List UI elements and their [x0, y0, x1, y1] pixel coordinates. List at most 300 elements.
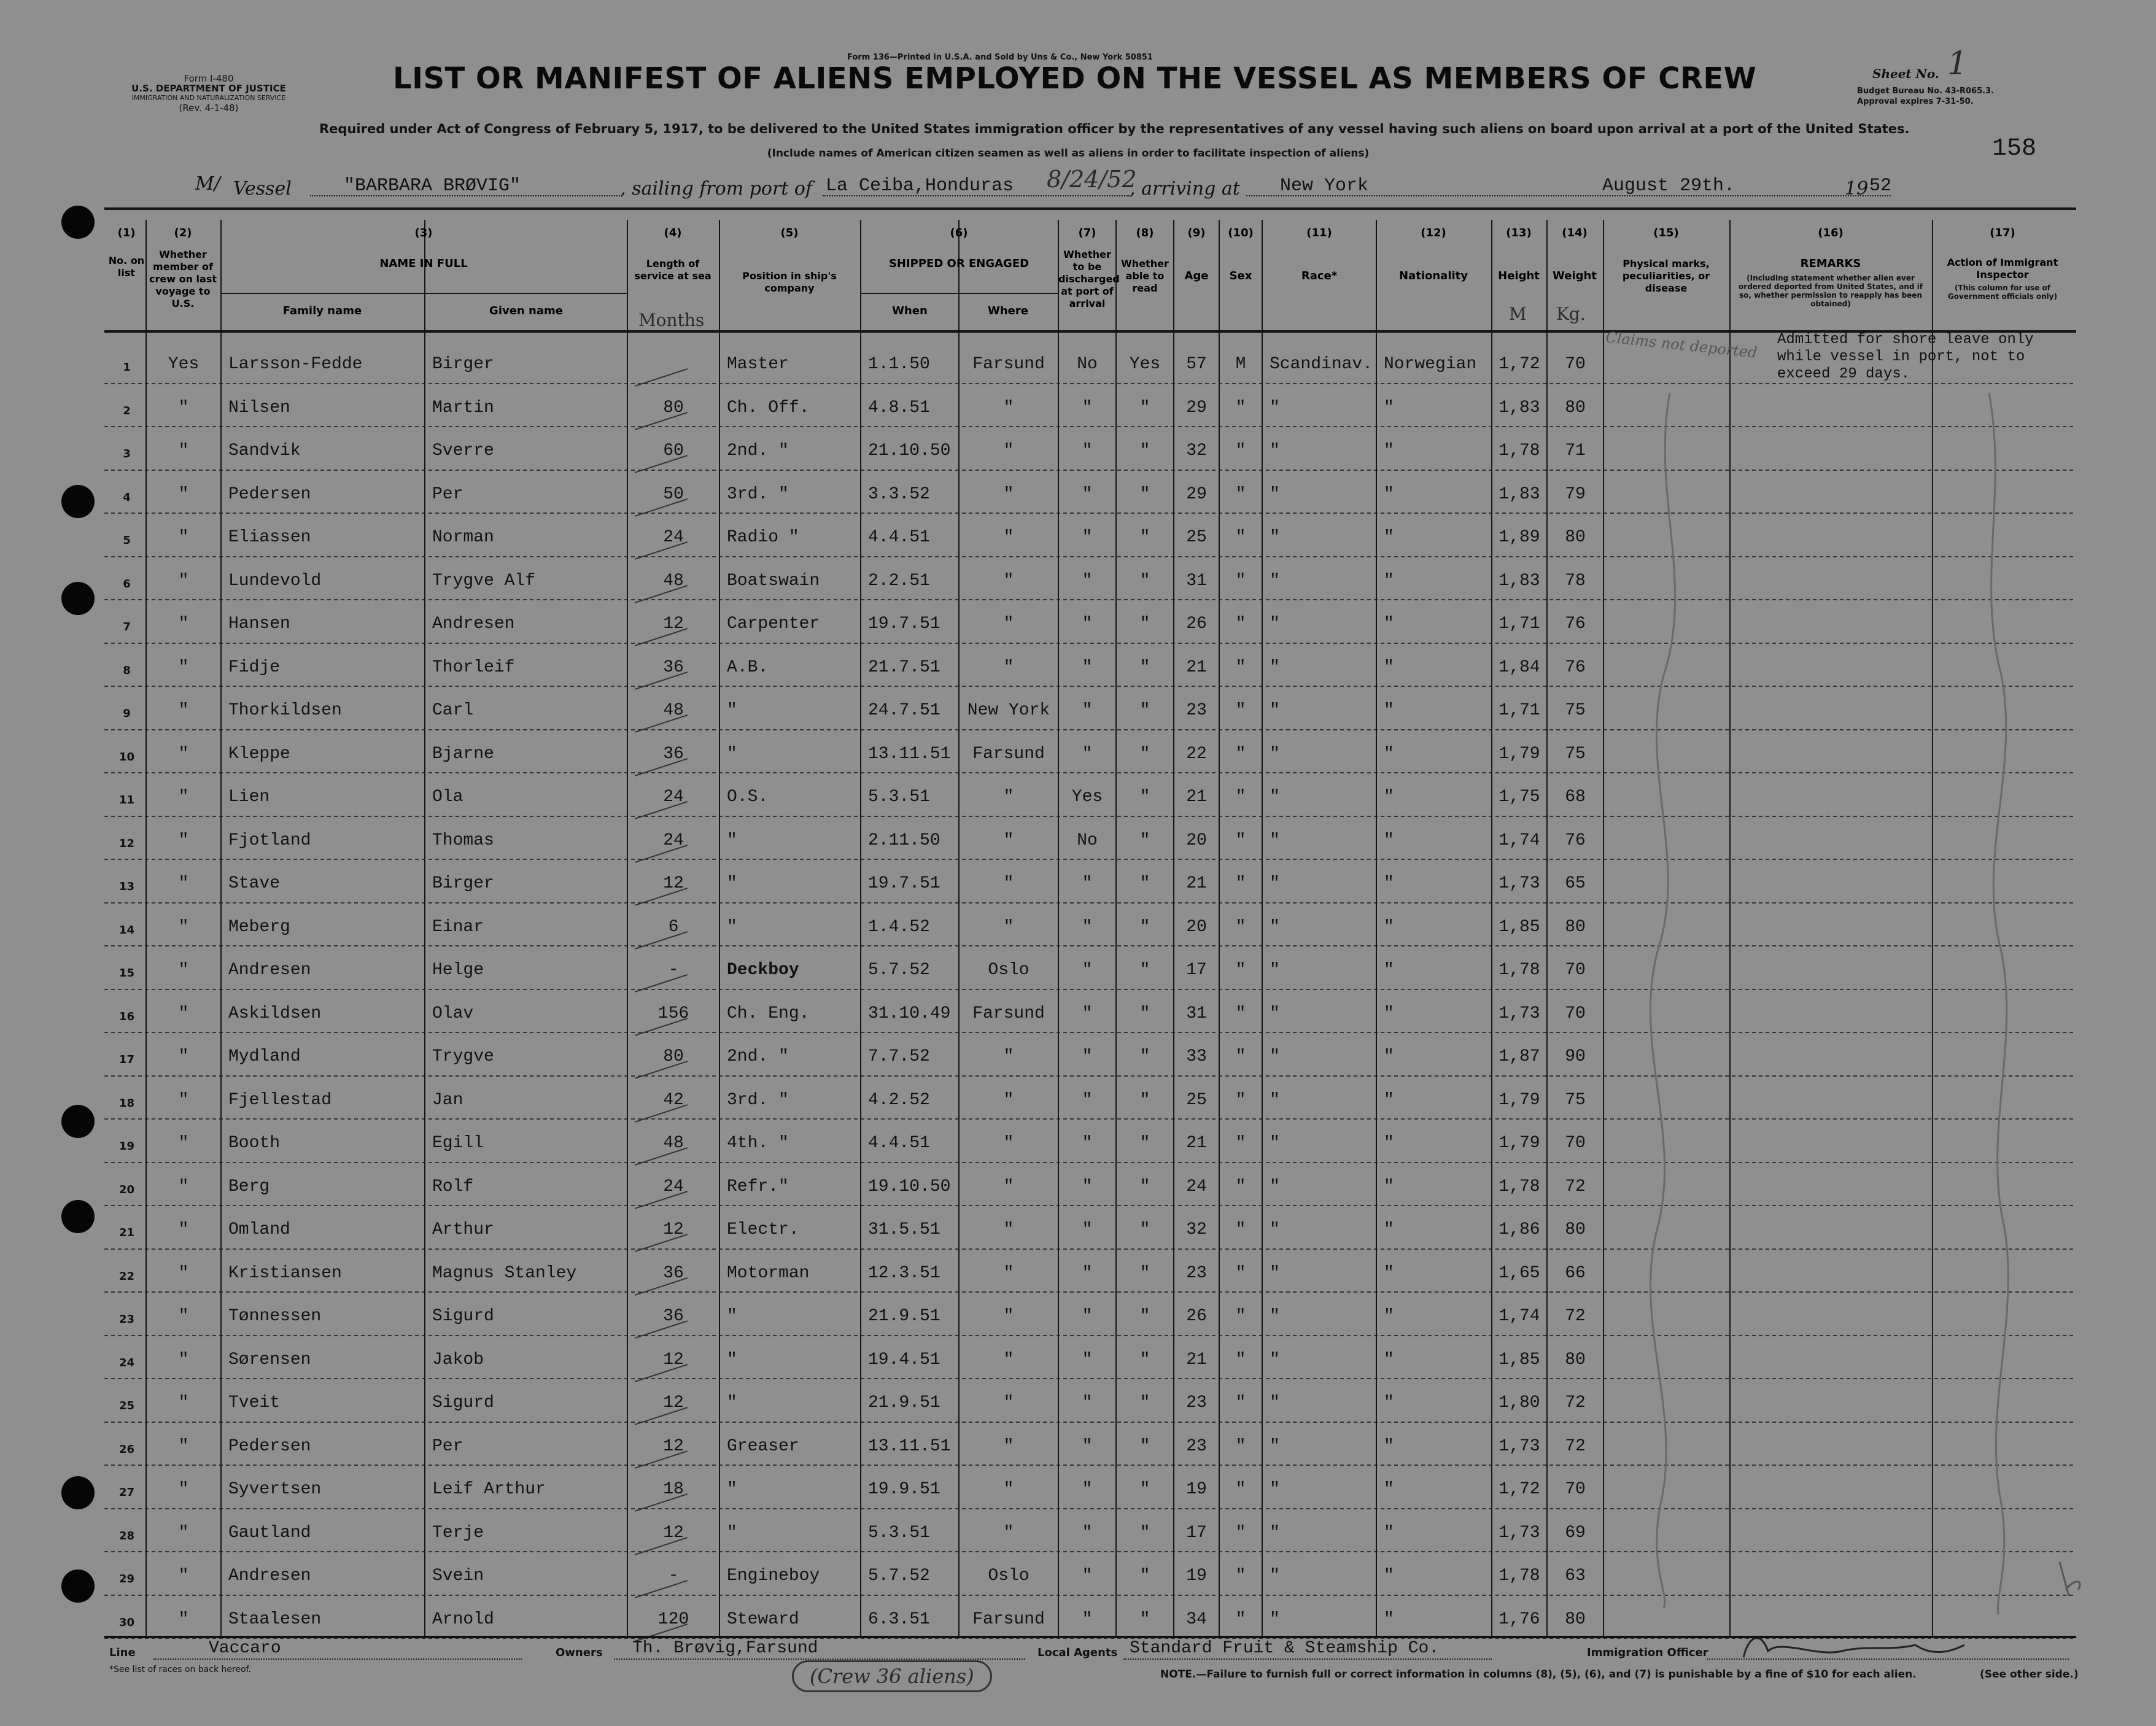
cell-member: " [178, 1004, 189, 1023]
cell-race: " [1270, 528, 1280, 547]
cell-months: 12 [663, 614, 684, 633]
cell-no: 16 [118, 1010, 135, 1023]
col-num-8: (8) [1136, 226, 1154, 239]
cell-race: " [1270, 1004, 1280, 1023]
cell-discharged: " [1082, 1091, 1093, 1110]
cell-where: " [1003, 1091, 1014, 1110]
cell-no: 29 [118, 1573, 135, 1585]
header-weight: Weight [1553, 269, 1597, 282]
cell-height: 1,73 [1499, 1523, 1540, 1542]
cell-race: " [1270, 1350, 1280, 1369]
cell-where: " [1003, 1264, 1014, 1283]
cell-months: 48 [663, 701, 684, 720]
cell-race: " [1270, 1566, 1280, 1585]
cell-given: Jakob [432, 1350, 484, 1369]
cell-discharged: " [1082, 1523, 1093, 1542]
cell-member: " [178, 485, 189, 504]
cell-race: " [1270, 745, 1280, 764]
cell-given: Terje [432, 1523, 484, 1542]
cell-age: 23 [1186, 1393, 1207, 1412]
cell-member: " [178, 1523, 189, 1542]
sailing-label: , sailing from port of [620, 178, 813, 199]
cell-height: 1,78 [1499, 1566, 1540, 1585]
cell-read: " [1139, 614, 1150, 633]
cell-height: 1,84 [1499, 658, 1540, 677]
cell-nationality: " [1384, 658, 1394, 677]
cell-race: " [1270, 1437, 1280, 1456]
cell-position: Steward [727, 1610, 799, 1629]
cell-height: 1,87 [1499, 1047, 1540, 1066]
cell-age: 23 [1186, 1437, 1207, 1456]
cell-read: " [1139, 788, 1150, 807]
cell-given: Andresen [432, 614, 515, 633]
cell-when: 2.11.50 [868, 831, 940, 850]
cell-position: Engineboy [727, 1566, 820, 1585]
col-num-4: (4) [664, 226, 682, 239]
cell-given: Trygve [432, 1047, 494, 1066]
cell-age: 25 [1186, 1091, 1207, 1110]
cell-height: 1,76 [1499, 1610, 1540, 1629]
crew-count-note: (Crew 36 aliens) [792, 1660, 992, 1692]
cell-months: 18 [663, 1480, 684, 1499]
vessel-name: "BARBARA BRØVIG" [344, 176, 521, 196]
cell-position: Refr." [727, 1177, 789, 1196]
cell-nationality: " [1384, 1350, 1394, 1369]
cell-when: 3.3.52 [868, 485, 930, 504]
cell-months: - [668, 961, 679, 980]
col-num-16: (16) [1818, 226, 1844, 239]
cell-read: Yes [1129, 355, 1161, 374]
cell-when: 6.3.51 [868, 1610, 930, 1629]
cell-discharged: " [1082, 528, 1093, 547]
cell-no: 25 [118, 1399, 135, 1412]
cell-read: " [1139, 658, 1150, 677]
cell-where: " [1003, 918, 1014, 937]
cell-age: 19 [1186, 1480, 1207, 1499]
cell-family: Thorkildsen [228, 701, 342, 720]
header-shipped: SHIPPED OR ENGAGED [888, 257, 1030, 270]
printer-line: Form 136—Printed in U.S.A. and Sold by Uns & Co., New York 50851 [847, 53, 1153, 62]
cell-months: 24 [663, 831, 684, 850]
cell-when: 21.9.51 [868, 1307, 940, 1326]
cell-given: Martin [432, 398, 494, 417]
officer-underline [1707, 1658, 2069, 1660]
cell-sex: " [1235, 528, 1246, 547]
cell-sex: " [1235, 831, 1246, 850]
footer-note-end: (See other side.) [1980, 1668, 2079, 1681]
cell-discharged: " [1082, 614, 1093, 633]
cell-weight: 70 [1565, 1480, 1586, 1499]
cell-weight: 70 [1565, 961, 1586, 980]
cell-age: 34 [1186, 1610, 1207, 1629]
header-length-service: Length of service at sea [634, 258, 712, 282]
cell-nationality: " [1384, 1134, 1394, 1153]
cell-sex: " [1235, 571, 1246, 590]
cell-sex: " [1235, 918, 1246, 937]
cell-given: Helge [432, 961, 484, 980]
col-num-2: (2) [174, 226, 192, 239]
cell-nationality: " [1384, 1566, 1394, 1585]
cell-when: 5.7.52 [868, 1566, 930, 1585]
cell-member: " [178, 1134, 189, 1153]
cell-months: 24 [663, 788, 684, 807]
cell-height: 1,74 [1499, 1307, 1540, 1326]
cell-age: 25 [1186, 528, 1207, 547]
department-name: U.S. DEPARTMENT OF JUSTICE [131, 83, 286, 94]
cell-sex: " [1235, 1393, 1246, 1412]
cell-race: " [1270, 831, 1280, 850]
cell-months: 24 [663, 528, 684, 547]
cell-months: - [668, 1566, 679, 1585]
cell-no: 20 [118, 1183, 135, 1196]
cell-given: Leif Arthur [432, 1480, 546, 1499]
cell-where: Farsund [972, 355, 1045, 374]
cell-when: 19.9.51 [868, 1480, 940, 1499]
cell-when: 5.3.51 [868, 1523, 930, 1542]
cell-sex: " [1235, 1264, 1246, 1283]
cell-no: 3 [123, 447, 131, 460]
cell-position: Carpenter [727, 614, 820, 633]
arriving-label: , arriving at [1130, 178, 1240, 199]
header-nationality: Nationality [1399, 269, 1468, 282]
year-prefix: 19 [1845, 178, 1869, 199]
cell-race: " [1270, 1134, 1280, 1153]
cell-read: " [1139, 918, 1150, 937]
cell-age: 26 [1186, 614, 1207, 633]
cell-discharged: No [1077, 355, 1098, 374]
cell-when: 4.4.51 [868, 1134, 930, 1153]
arrival-date: August 29th. [1602, 176, 1735, 196]
cell-discharged: " [1082, 701, 1093, 720]
cell-position: " [727, 701, 737, 720]
cell-no: 23 [118, 1313, 135, 1326]
cell-sex: " [1235, 658, 1246, 677]
cell-position: Boatswain [727, 571, 820, 590]
cell-months: 50 [663, 485, 684, 504]
cell-weight: 80 [1565, 398, 1586, 417]
cell-race: " [1270, 961, 1280, 980]
cell-weight: 79 [1565, 485, 1586, 504]
cell-no: 18 [118, 1097, 135, 1110]
cell-where: " [1003, 398, 1014, 417]
cell-member: " [178, 1480, 189, 1499]
cell-member: " [178, 1047, 189, 1066]
page-number: 158 [1992, 135, 2037, 163]
cell-when: 19.7.51 [868, 874, 940, 893]
cell-nationality: " [1384, 1307, 1394, 1326]
cell-weight: 75 [1565, 1091, 1586, 1110]
service-name: IMMIGRATION AND NATURALIZATION SERVICE [131, 94, 286, 102]
cell-where: Farsund [972, 745, 1045, 764]
cell-race: " [1270, 614, 1280, 633]
cell-position: A.B. [727, 658, 769, 677]
header-given-name: Given name [489, 304, 563, 317]
cell-where: " [1003, 441, 1014, 460]
cell-weight: 63 [1565, 1566, 1586, 1585]
header-family-name: Family name [282, 304, 362, 317]
header-discharged: Whether to be discharged at port of arrival [1058, 249, 1120, 309]
cell-discharged: " [1082, 1047, 1093, 1066]
cell-height: 1,71 [1499, 614, 1540, 633]
revision: (Rev. 4-1-48) [179, 103, 239, 114]
officer-signature [1743, 1638, 1964, 1657]
cell-age: 17 [1186, 961, 1207, 980]
cell-given: Carl [432, 701, 474, 720]
cell-member: " [178, 701, 189, 720]
agents-value: Standard Fruit & Steamship Co. [1130, 1639, 1440, 1658]
cell-family: Lien [228, 788, 270, 807]
owners-label: Owners [556, 1646, 603, 1659]
cell-read: " [1139, 1566, 1150, 1585]
cell-height: 1,71 [1499, 701, 1540, 720]
cell-months: 12 [663, 1437, 684, 1456]
cell-height: 1,85 [1499, 918, 1540, 937]
cell-read: " [1139, 1134, 1150, 1153]
cell-months: 36 [663, 1264, 684, 1283]
cell-age: 32 [1186, 441, 1207, 460]
cell-when: 24.7.51 [868, 701, 940, 720]
cell-position: Motorman [727, 1264, 810, 1283]
cell-family: Fidje [228, 658, 281, 677]
cell-height: 1,78 [1499, 1177, 1540, 1196]
cell-where: " [1003, 1350, 1014, 1369]
cell-member: " [178, 1307, 189, 1326]
cell-given: Norman [432, 528, 494, 547]
cell-height: 1,73 [1499, 1004, 1540, 1023]
cell-read: " [1139, 1220, 1150, 1239]
pencil-mark [2060, 1562, 2080, 1596]
cell-given: Per [432, 485, 463, 504]
cell-age: 31 [1186, 571, 1207, 590]
cell-age: 33 [1186, 1047, 1207, 1066]
cell-height: 1,79 [1499, 745, 1540, 764]
cell-family: Syvertsen [228, 1480, 322, 1499]
cell-where: " [1003, 1523, 1014, 1542]
cell-weight: 80 [1565, 918, 1586, 937]
cell-no: 1 [123, 361, 131, 374]
cell-sex: " [1235, 1134, 1246, 1153]
cell-given: Thomas [432, 831, 494, 850]
cell-nationality: " [1384, 701, 1394, 720]
cell-family: Sørensen [228, 1350, 311, 1369]
cell-weight: 68 [1565, 788, 1586, 807]
cell-race: " [1270, 1393, 1280, 1412]
header-weight-unit: Kg. [1556, 304, 1586, 324]
footer-note: NOTE.—Failure to furnish full or correct information in columns (8), (5), (6), and (7) is punishable by a fine of $10 for each alien. [1160, 1668, 1917, 1681]
cell-discharged: " [1082, 1480, 1093, 1499]
cell-read: " [1139, 1610, 1150, 1629]
col-num-1: (1) [117, 226, 136, 239]
cell-age: 32 [1186, 1220, 1207, 1239]
cell-months: 12 [663, 1393, 684, 1412]
cell-discharged: " [1082, 1437, 1093, 1456]
cell-member: " [178, 961, 189, 980]
cell-sex: " [1235, 398, 1246, 417]
cell-height: 1,83 [1499, 571, 1540, 590]
cell-nationality: " [1384, 1091, 1394, 1110]
cell-discharged: " [1082, 1177, 1093, 1196]
cell-race: " [1270, 571, 1280, 590]
cell-weight: 70 [1565, 1134, 1586, 1153]
cell-member: " [178, 1566, 189, 1585]
cell-no: 7 [123, 621, 131, 633]
cell-nationality: " [1384, 1177, 1394, 1196]
cell-no: 4 [123, 491, 131, 504]
cell-where: " [1003, 1134, 1014, 1153]
cell-discharged: " [1082, 1566, 1093, 1585]
cell-nationality: " [1384, 485, 1394, 504]
col-num-6: (6) [950, 226, 968, 239]
cell-where: " [1003, 831, 1014, 850]
cell-height: 1,78 [1499, 441, 1540, 460]
cell-family: Eliassen [228, 528, 311, 547]
cell-sex: " [1235, 1177, 1246, 1196]
header-action: Action of Immigrant Inspector [1947, 257, 2058, 281]
cell-read: " [1139, 1091, 1150, 1110]
cell-member: " [178, 614, 189, 633]
cell-height: 1,79 [1499, 1134, 1540, 1153]
cell-when: 2.2.51 [868, 571, 930, 590]
cell-no: 27 [118, 1486, 135, 1499]
cell-age: 57 [1186, 355, 1207, 374]
cell-given: Arthur [432, 1220, 494, 1239]
cell-weight: 72 [1565, 1393, 1586, 1412]
cell-position: 2nd. " [727, 441, 789, 460]
header-age: Age [1184, 269, 1209, 282]
cell-read: " [1139, 485, 1150, 504]
cell-race: " [1270, 788, 1280, 807]
cell-sex: " [1235, 1004, 1246, 1023]
cell-given: Ola [432, 788, 463, 807]
cell-member: " [178, 831, 189, 850]
cell-discharged: " [1082, 485, 1093, 504]
cell-months: 48 [663, 1134, 684, 1153]
cell-nationality: Norwegian [1384, 355, 1477, 374]
cell-position: 4th. " [727, 1134, 789, 1153]
cell-months: 42 [663, 1091, 684, 1110]
owners-underline [614, 1658, 1025, 1660]
cell-read: " [1139, 961, 1150, 980]
header-height-unit: M [1509, 304, 1527, 324]
cell-nationality: " [1384, 745, 1394, 764]
cell-race: Scandinav. [1270, 355, 1373, 374]
cell-months: 12 [663, 1350, 684, 1369]
cell-weight: 65 [1565, 874, 1586, 893]
cell-sex: " [1235, 1350, 1246, 1369]
cell-given: Sigurd [432, 1307, 494, 1326]
cell-no: 17 [118, 1053, 135, 1066]
cell-where: " [1003, 874, 1014, 893]
cell-family: Andresen [228, 961, 311, 980]
cell-age: 29 [1186, 485, 1207, 504]
cell-sex: " [1235, 614, 1246, 633]
year: 52 [1869, 176, 1892, 196]
cell-position: " [727, 1523, 737, 1542]
cell-when: 7.7.52 [868, 1047, 930, 1066]
cell-family: Andresen [228, 1566, 311, 1585]
cell-age: 24 [1186, 1177, 1207, 1196]
arriving-at: New York [1280, 176, 1369, 196]
col-num-3: (3) [414, 226, 433, 239]
cell-read: " [1139, 701, 1150, 720]
cell-discharged: " [1082, 874, 1093, 893]
cell-weight: 72 [1565, 1437, 1586, 1456]
cell-nationality: " [1384, 1480, 1394, 1499]
vessel-prefix: M/ [195, 173, 220, 195]
cell-when: 12.3.51 [868, 1264, 940, 1283]
cell-given: Birger [432, 355, 494, 374]
cell-discharged: " [1082, 961, 1093, 980]
cell-no: 11 [118, 794, 135, 807]
cell-height: 1,79 [1499, 1091, 1540, 1110]
cell-weight: 76 [1565, 614, 1586, 633]
cell-when: 21.9.51 [868, 1393, 940, 1412]
cell-read: " [1139, 1350, 1150, 1369]
col-num-11: (11) [1306, 226, 1332, 239]
cell-months: 12 [663, 1220, 684, 1239]
cell-family: Lundevold [228, 571, 322, 590]
cell-weight: 72 [1565, 1177, 1586, 1196]
cell-weight: 80 [1565, 1220, 1586, 1239]
cell-height: 1,65 [1499, 1264, 1540, 1283]
cell-months: 24 [663, 1177, 684, 1196]
cell-where: Oslo [988, 1566, 1030, 1585]
cell-race: " [1270, 1307, 1280, 1326]
cell-nationality: " [1384, 1004, 1394, 1023]
cell-where: " [1003, 571, 1014, 590]
cell-family: Askildsen [228, 1004, 322, 1023]
form-number: Form I-480 [184, 73, 234, 84]
cell-given: Jan [432, 1091, 463, 1110]
cell-where: " [1003, 1307, 1014, 1326]
header-months: Months [638, 310, 705, 330]
cell-given: Svein [432, 1566, 484, 1585]
cell-discharged: " [1082, 1004, 1093, 1023]
col-num-13: (13) [1506, 226, 1532, 239]
cell-age: 26 [1186, 1307, 1207, 1326]
cell-no: 6 [123, 578, 131, 590]
cell-family: Gautland [228, 1523, 311, 1542]
cell-where: " [1003, 528, 1014, 547]
cell-discharged: " [1082, 1307, 1093, 1326]
cell-family: Meberg [228, 918, 290, 937]
cell-height: 1,78 [1499, 961, 1540, 980]
cell-family: Berg [228, 1177, 270, 1196]
cell-months: 36 [663, 745, 684, 764]
cell-read: " [1139, 571, 1150, 590]
cell-family: Pedersen [228, 485, 311, 504]
cell-nationality: " [1384, 1047, 1394, 1066]
cell-when: 4.8.51 [868, 398, 930, 417]
header-action-sub: (This column for use of Government officials only) [1947, 284, 2058, 301]
cell-when: 5.7.52 [868, 961, 930, 980]
cell-read: " [1139, 1437, 1150, 1456]
cell-family: Stave [228, 874, 281, 893]
cell-when: 4.4.51 [868, 528, 930, 547]
subtitle-note: (Include names of American citizen seamen as well as aliens in order to facilitate inspection of aliens) [767, 147, 1370, 160]
cell-height: 1,73 [1499, 1437, 1540, 1456]
cell-nationality: " [1384, 1264, 1394, 1283]
cell-months: 156 [657, 1004, 689, 1023]
cell-height: 1,72 [1499, 1480, 1540, 1499]
cell-age: 17 [1186, 1523, 1207, 1542]
cell-nationality: " [1384, 1610, 1394, 1629]
cell-when: 21.10.50 [868, 441, 951, 460]
cell-family: Fjellestad [228, 1091, 332, 1110]
cell-no: 19 [118, 1140, 135, 1153]
cell-member: " [178, 874, 189, 893]
sailing-from: La Ceiba,Honduras [826, 176, 1014, 196]
